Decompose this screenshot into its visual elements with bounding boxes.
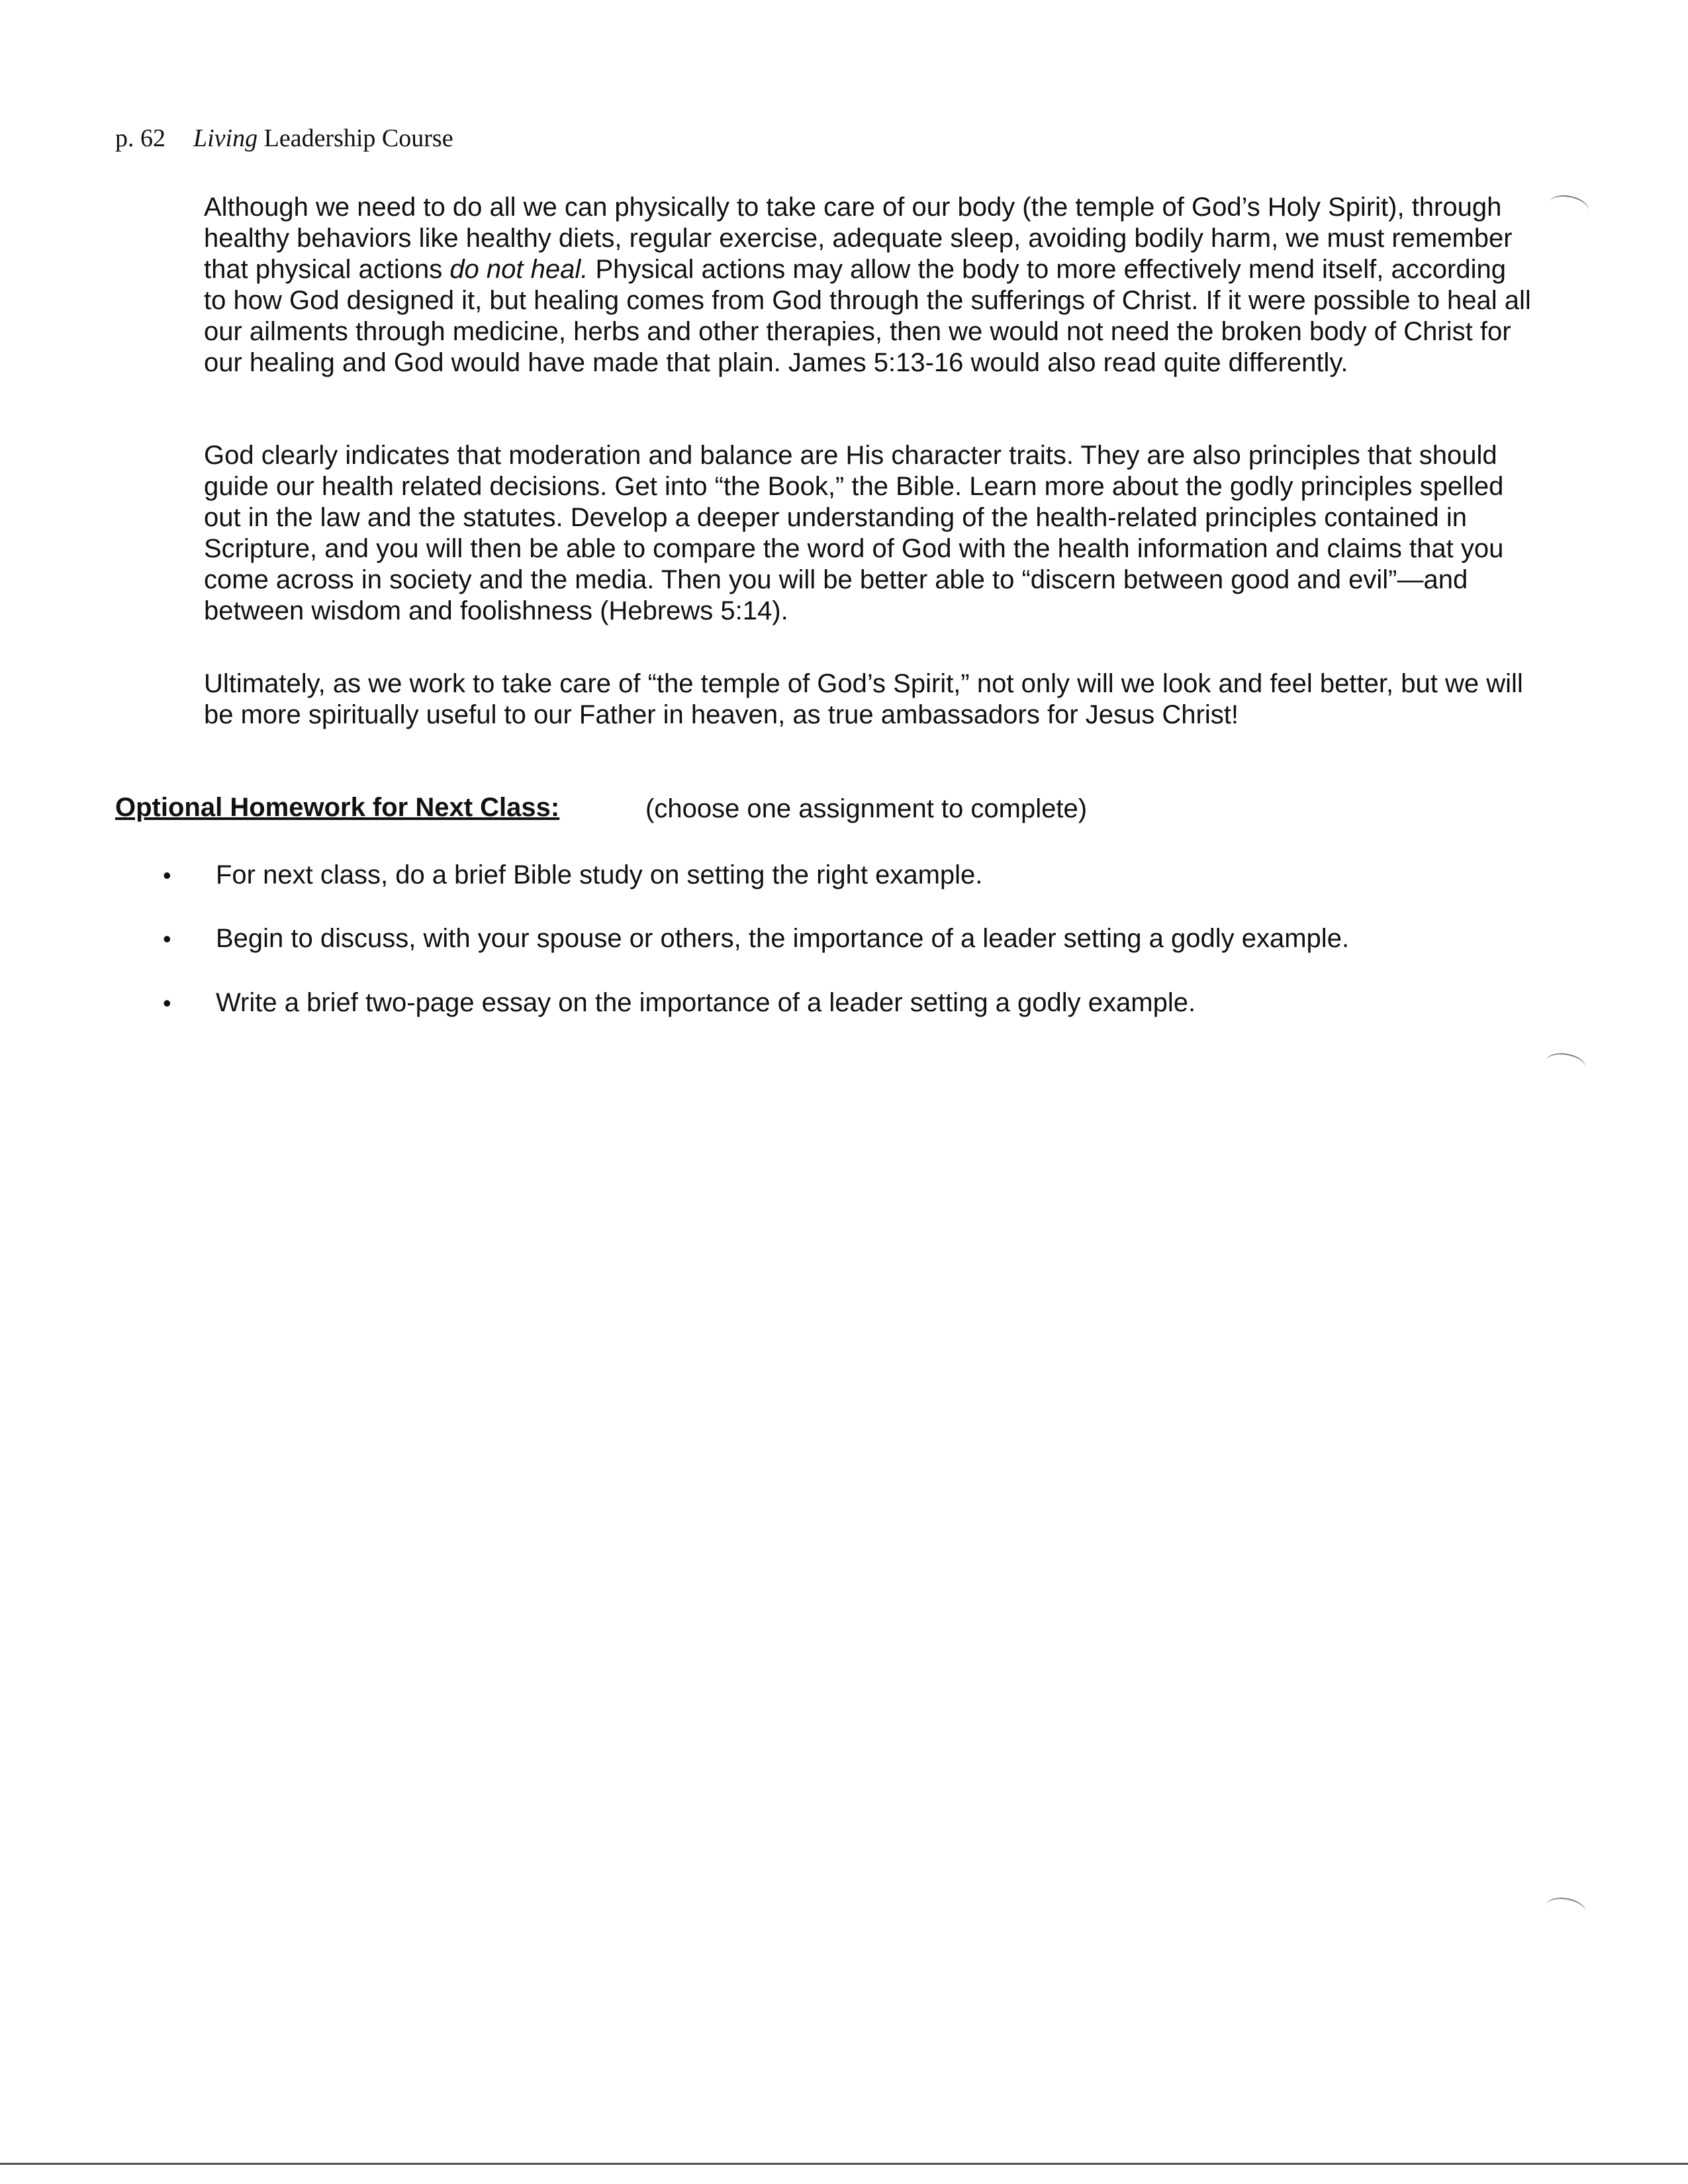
homework-note: (choose one assignment to complete) — [645, 794, 1088, 823]
assignment-item — [163, 987, 1196, 1019]
course-title-rest: Leadership Course — [258, 124, 453, 152]
homework-heading: Optional Homework for Next Class: — [115, 793, 560, 822]
paragraph-1-emphasis: do not heal. — [449, 255, 588, 284]
bullet-icon: • — [163, 862, 171, 889]
assignment-text: For next class, do a brief Bible study on setting the right example. — [216, 860, 983, 889]
paragraph-moderation-balance: God clearly indicates that moderation and balance are His character traits. They are also principles that should guide our health related decisions. Get into “the Book,” the Bible. Learn more about the godly principles spelled out in the law and the statutes. Develop a deeper understanding of the health-related principles contained in Scripture, and you will then be able to compare the word of God with the health information and claims that you come across in society and the media. Then you will be better able to “discern between good and evil”—and between wisdom and foolishness (Hebrews 5:14). — [204, 441, 1504, 625]
scan-mark — [1544, 1895, 1587, 1923]
paragraph-1-text-b: Physical actions may allow the body to more effectively mend itself, according to how God designed it, but healing comes from God through the sufferings of Christ. If it were possible to heal all our ailments through medicine, herbs and other therapies, then we would not need the broken body of Christ for our healing and God would have made that plain. James 5:13-16 would also read quite differently. — [204, 255, 1531, 377]
assignment-text: Begin to discuss, with your spouse or others, the importance of a leader setting a godly example. — [216, 924, 1350, 953]
bullet-icon: • — [163, 989, 171, 1017]
scan-mark — [1544, 1050, 1587, 1078]
assignment-item — [163, 859, 982, 891]
course-title-italic: Living — [193, 124, 258, 152]
paragraph-1-text-a: Although we need to do all we can physically to take care of our body (the temple of God’s Holy Spirit), through healthy behaviors like healthy diets, regular exercise, adequate sleep, avoiding bodily harm, we must remember that physical actions — [204, 193, 1513, 284]
bottom-rule — [0, 2163, 1688, 2165]
running-header — [115, 123, 453, 154]
scan-mark — [1547, 192, 1590, 221]
page-number: p. 62 — [115, 124, 165, 152]
course-title — [193, 124, 453, 152]
assignment-text: Write a brief two-page essay on the importance of a leader setting a godly example. — [216, 988, 1196, 1017]
assignment-item — [163, 923, 1349, 955]
paragraph-conclusion: Ultimately, as we work to take care of “the temple of God’s Spirit,” not only will we look and feel better, but we will be more spiritually useful to our Father in heaven, as true ambassadors for Jesus Christ! — [204, 669, 1523, 729]
bullet-icon: • — [163, 925, 171, 952]
paragraph-health-healing — [204, 192, 1534, 379]
